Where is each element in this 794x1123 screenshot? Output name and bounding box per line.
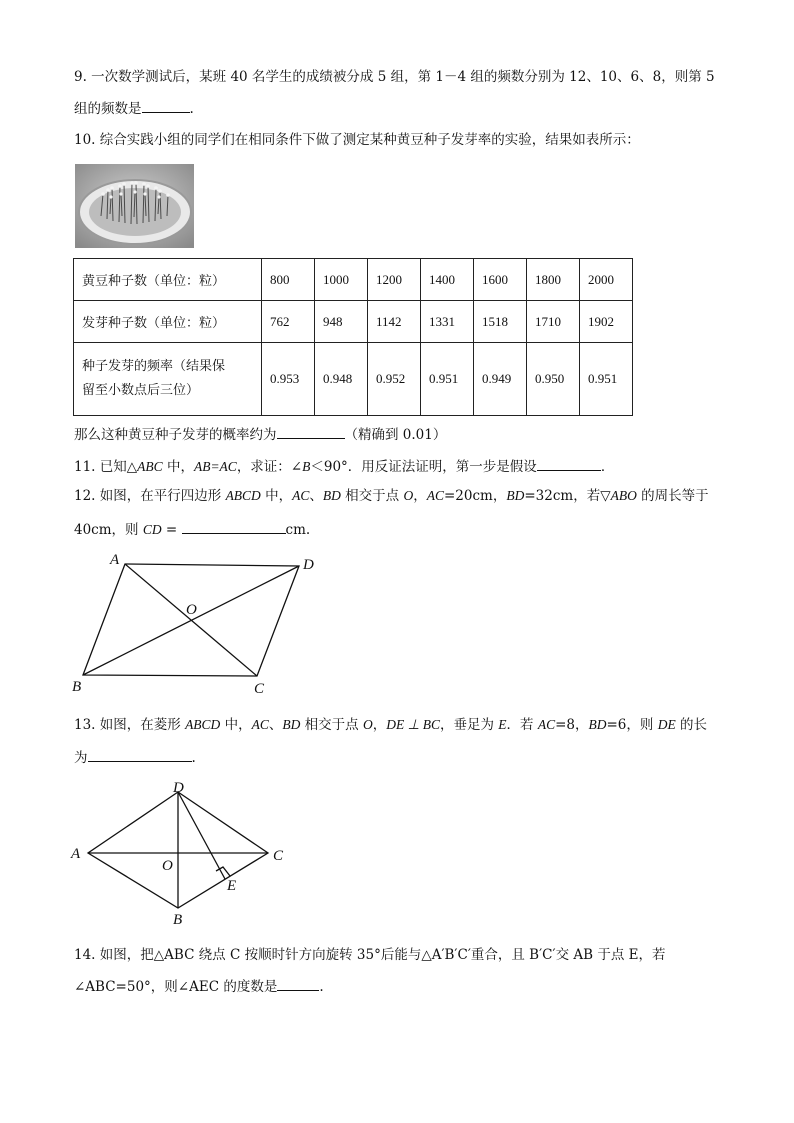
- q13-text: DE: [657, 717, 676, 732]
- q12-line2: [74, 519, 310, 539]
- q12-text: ，: [413, 488, 427, 504]
- table-cell: 0.952: [368, 343, 421, 416]
- q14-line1: 14. 如图，把△ABC 绕点 C 按顺时针方向旋转 35°后能与△A′B′C′重合，且 B′C′交 AB 于点 E，若: [74, 947, 666, 963]
- label-a: A: [110, 552, 120, 568]
- table-cell: 0.951: [580, 343, 633, 416]
- table-cell: 0.948: [315, 343, 368, 416]
- q13-answer-blank[interactable]: [88, 747, 192, 762]
- segment-de: [178, 792, 225, 879]
- q13-text: BD: [282, 717, 301, 732]
- q13-text: DE ⊥ BC: [386, 717, 440, 732]
- label-b: B: [173, 912, 183, 928]
- q13-text: ，: [372, 717, 387, 733]
- q12-text: 、: [309, 488, 323, 504]
- q11-text: ，求证：∠: [236, 459, 303, 475]
- q12-text: 中，: [260, 488, 293, 504]
- label-e: E: [227, 878, 237, 894]
- table-cell: 948: [315, 301, 368, 343]
- table-cell: 1902: [580, 301, 633, 343]
- table-row-header-line2: 留至小数点后三位）: [82, 383, 200, 398]
- q10-intro: 10. 综合实践小组的同学们在相同条件下做了测定某种黄豆种子发芽率的实验，结果如表所示：: [74, 132, 640, 148]
- q12-text: CD: [142, 522, 162, 537]
- q12-text: =32cm，若▽: [524, 488, 611, 504]
- table-cell: 1600: [474, 259, 527, 301]
- q11-text: ABC: [137, 459, 163, 474]
- label-o: O: [186, 602, 197, 618]
- q12-text: 40cm，则: [74, 522, 143, 538]
- table-cell: 0.950: [527, 343, 580, 416]
- q10-question: [74, 424, 446, 444]
- table-row-header: [74, 343, 262, 416]
- q13-text: ABCD: [185, 717, 221, 732]
- q10-question-prefix: 那么这种黄豆种子发芽的概率约为: [74, 427, 277, 443]
- q13-text: 、: [268, 717, 283, 733]
- q11-text: ＜90°．用反证法证明，第一步是假设: [310, 459, 537, 475]
- table-cell: 1200: [368, 259, 421, 301]
- q13-text: AC: [537, 717, 556, 732]
- label-d: D: [303, 557, 314, 573]
- q11-line: [74, 456, 614, 476]
- q13-text: =8，: [555, 717, 589, 733]
- germination-table: [73, 258, 633, 416]
- q11-text: 11. 已知△: [74, 459, 138, 475]
- q13-line1: [74, 716, 707, 734]
- table-cell: 0.951: [421, 343, 474, 416]
- q12-text: 相交于点: [340, 488, 404, 504]
- table-row-header-line1: 种子发芽的频率（结果保: [82, 359, 226, 374]
- q12-text: ABO: [610, 488, 637, 503]
- q9-line2-prefix: 组的频数是: [74, 101, 142, 117]
- q13-text: 相交于点: [300, 717, 363, 733]
- q12-text: AC: [292, 488, 310, 503]
- q12-answer-blank[interactable]: [182, 519, 286, 534]
- label-o: O: [162, 858, 173, 874]
- table-cell: 1000: [315, 259, 368, 301]
- bean-sprout-photo-image: [75, 164, 194, 248]
- q9-answer-blank[interactable]: [142, 98, 190, 113]
- table-cell: 1800: [527, 259, 580, 301]
- q12-text: 的周长等于: [636, 488, 709, 504]
- table-cell: 1400: [421, 259, 474, 301]
- q14-line2-prefix: ∠ABC=50°，则∠AEC 的度数是: [74, 979, 278, 995]
- q13-text: 13. 如图，在菱形: [74, 717, 186, 733]
- table-row-header: 黄豆种子数（单位：粒）: [74, 259, 262, 301]
- q14-line2: [74, 976, 324, 996]
- label-b: B: [72, 679, 82, 695]
- q13-text: =6，则: [606, 717, 658, 733]
- q11-text: AB=AC: [193, 459, 237, 474]
- table-cell: 0.949: [474, 343, 527, 416]
- rhombus-figure: [64, 772, 304, 928]
- table-row: [74, 343, 633, 416]
- parallelogram-figure: [66, 548, 336, 700]
- q12-text: =20cm，: [443, 488, 507, 504]
- table-cell: 0.953: [262, 343, 315, 416]
- q13-text: O: [362, 717, 373, 732]
- q12-text: =: [161, 522, 182, 538]
- bean-sprout-photo: [75, 164, 194, 248]
- table-cell: 1518: [474, 301, 527, 343]
- table-cell: 1331: [421, 301, 474, 343]
- diagonal-bd: [83, 566, 299, 675]
- table-row: [74, 301, 633, 343]
- q12-text: 12. 如图，在平行四边形: [74, 488, 226, 504]
- q12-text: AC: [426, 488, 444, 503]
- q12-text: BD: [322, 488, 341, 503]
- q12-line1: [74, 487, 709, 505]
- table-cell: 762: [262, 301, 315, 343]
- q14-line2-suffix: .: [319, 979, 324, 995]
- label-d: D: [173, 780, 184, 796]
- q9-line2: [74, 98, 194, 118]
- q13-text: 的长: [675, 717, 707, 733]
- q13-text: .: [191, 750, 196, 766]
- table-cell: 800: [262, 259, 315, 301]
- q10-answer-blank[interactable]: [277, 424, 345, 439]
- label-c: C: [273, 848, 284, 864]
- q12-text: cm.: [285, 522, 311, 538]
- q9-line2-suffix: .: [189, 101, 194, 117]
- q9-line1: 9. 一次数学测试后，某班 40 名学生的成绩被分成 5 组，第 1－4 组的频数分别为 12、10、6、8，则第 5: [74, 69, 715, 85]
- q13-text: 中，: [220, 717, 252, 733]
- q13-text: 为: [74, 750, 88, 766]
- q12-text: O: [403, 488, 414, 503]
- q13-text: ，垂足为: [439, 717, 499, 733]
- q11-text: B: [302, 459, 311, 474]
- q11-text: 中，: [162, 459, 194, 475]
- table-cell: 1142: [368, 301, 421, 343]
- q12-text: ABCD: [225, 488, 261, 503]
- label-c: C: [254, 681, 265, 697]
- label-a: A: [71, 846, 81, 862]
- table-cell: 1710: [527, 301, 580, 343]
- q11-answer-blank[interactable]: [537, 456, 601, 471]
- q11-text: ．: [600, 459, 615, 475]
- q13-text: ．若: [506, 717, 538, 733]
- q13-line2: [74, 747, 196, 767]
- table-row: [74, 259, 633, 301]
- q14-answer-blank[interactable]: [277, 976, 319, 991]
- q10-question-suffix: （精确到 0.01）: [344, 427, 447, 443]
- q13-text: AC: [251, 717, 269, 732]
- q12-text: BD: [506, 488, 525, 503]
- q13-text: BD: [588, 717, 607, 732]
- q13-text: E: [498, 717, 507, 732]
- table-cell: 2000: [580, 259, 633, 301]
- table-row-header: 发芽种子数（单位：粒）: [74, 301, 262, 343]
